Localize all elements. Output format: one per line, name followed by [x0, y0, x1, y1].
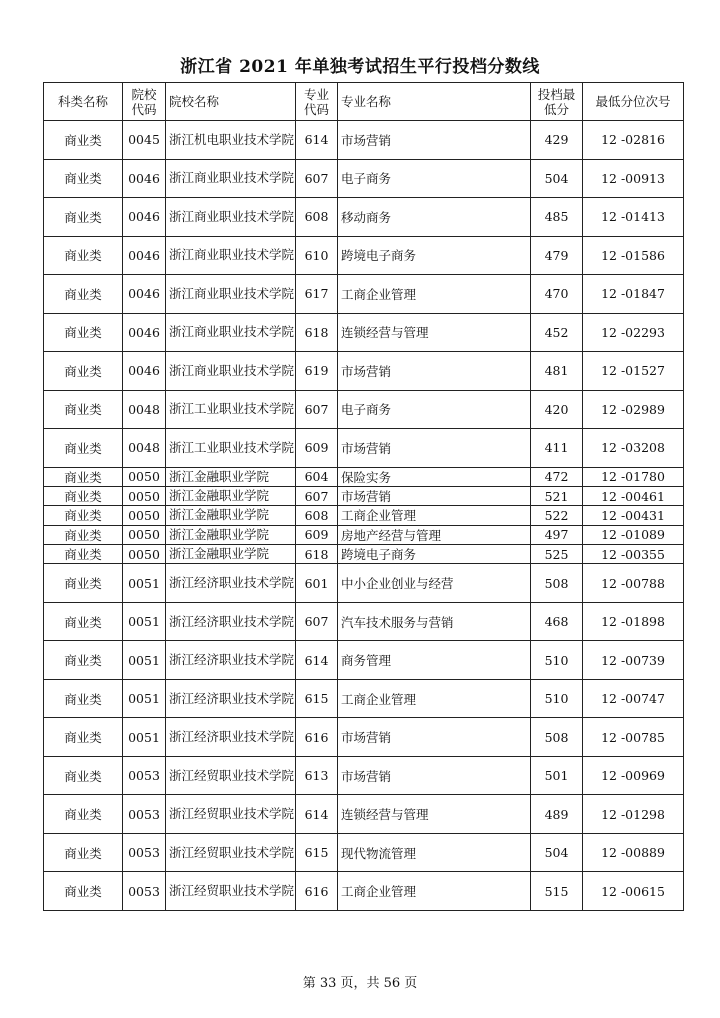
table-row [44, 833, 684, 872]
cell-school-name: 浙江经贸职业技术学院 [166, 833, 296, 872]
cell-major-code: 613 [296, 756, 338, 795]
table-row [44, 467, 684, 486]
cell-min-rank: 12 -00615 [583, 872, 684, 911]
cell-school-name: 浙江经济职业技术学院 [166, 602, 296, 641]
header-school-name: 院校名称 [166, 83, 296, 121]
cell-min-score: 481 [531, 352, 583, 391]
cell-major-code: 616 [296, 718, 338, 757]
cell-min-score: 525 [531, 545, 583, 564]
cell-school-code: 0051 [123, 602, 166, 641]
cell-school-name: 浙江经济职业技术学院 [166, 641, 296, 680]
cell-major-name: 移动商务 [338, 198, 531, 237]
cell-min-rank: 12 -02293 [583, 313, 684, 352]
cell-school-code: 0053 [123, 756, 166, 795]
cell-major-code: 614 [296, 795, 338, 834]
table-row [44, 679, 684, 718]
cell-min-rank: 12 -00747 [583, 679, 684, 718]
table-row [44, 545, 684, 564]
cell-category: 商业类 [44, 602, 123, 641]
cell-min-rank: 12 -00461 [583, 486, 684, 505]
table-row [44, 718, 684, 757]
cell-school-name: 浙江经贸职业技术学院 [166, 756, 296, 795]
cell-major-name: 中小企业创业与经营 [338, 564, 531, 603]
cell-min-rank: 12 -02816 [583, 121, 684, 160]
table-row [44, 525, 684, 544]
cell-min-score: 508 [531, 718, 583, 757]
cell-min-score: 468 [531, 602, 583, 641]
table-row [44, 198, 684, 237]
cell-school-name: 浙江商业职业技术学院 [166, 313, 296, 352]
cell-school-code: 0053 [123, 872, 166, 911]
table-row [44, 641, 684, 680]
cell-major-name: 工商企业管理 [338, 275, 531, 314]
cell-min-score: 485 [531, 198, 583, 237]
cell-category: 商业类 [44, 121, 123, 160]
table-row [44, 275, 684, 314]
cell-school-code: 0050 [123, 467, 166, 486]
header-min-rank: 最低分位次号 [583, 83, 684, 121]
cell-major-name: 保险实务 [338, 467, 531, 486]
header-major-code: 专业代码 [296, 83, 338, 121]
page-title: 浙江省 2021 年单独考试招生平行投档分数线 [180, 57, 540, 77]
cell-school-code: 0050 [123, 486, 166, 505]
cell-school-code: 0053 [123, 795, 166, 834]
table-row [44, 429, 684, 468]
cell-min-score: 452 [531, 313, 583, 352]
cell-major-code: 610 [296, 236, 338, 275]
cell-school-code: 0048 [123, 390, 166, 429]
cell-min-score: 470 [531, 275, 583, 314]
cell-major-name: 市场营销 [338, 756, 531, 795]
cell-min-score: 521 [531, 486, 583, 505]
cell-min-score: 497 [531, 525, 583, 544]
cell-school-code: 0051 [123, 564, 166, 603]
cell-min-rank: 12 -00889 [583, 833, 684, 872]
cell-major-name: 商务管理 [338, 641, 531, 680]
table-row [44, 486, 684, 505]
cell-school-code: 0048 [123, 429, 166, 468]
cell-major-name: 市场营销 [338, 718, 531, 757]
cell-major-name: 汽车技术服务与营销 [338, 602, 531, 641]
cell-major-name: 工商企业管理 [338, 506, 531, 525]
cell-major-code: 616 [296, 872, 338, 911]
cell-school-code: 0046 [123, 236, 166, 275]
cell-major-code: 619 [296, 352, 338, 391]
cell-school-name: 浙江金融职业学院 [166, 545, 296, 564]
cell-min-score: 501 [531, 756, 583, 795]
cell-major-code: 607 [296, 602, 338, 641]
table-row [44, 872, 684, 911]
cell-min-rank: 12 -03208 [583, 429, 684, 468]
cell-category: 商业类 [44, 872, 123, 911]
cell-school-code: 0046 [123, 198, 166, 237]
cell-min-rank: 12 -01298 [583, 795, 684, 834]
cell-min-score: 515 [531, 872, 583, 911]
cell-category: 商业类 [44, 198, 123, 237]
cell-category: 商业类 [44, 275, 123, 314]
cell-major-code: 608 [296, 506, 338, 525]
table-row [44, 121, 684, 160]
cell-category: 商业类 [44, 525, 123, 544]
cell-school-code: 0046 [123, 159, 166, 198]
table-body [44, 121, 684, 911]
cell-min-rank: 12 -02989 [583, 390, 684, 429]
cell-major-code: 614 [296, 641, 338, 680]
header-category: 科类名称 [44, 83, 123, 121]
cell-school-code: 0051 [123, 679, 166, 718]
cell-school-name: 浙江经济职业技术学院 [166, 564, 296, 603]
table-row [44, 236, 684, 275]
cell-major-name: 跨境电子商务 [338, 236, 531, 275]
cell-major-name: 市场营销 [338, 352, 531, 391]
cell-min-score: 508 [531, 564, 583, 603]
cell-min-rank: 12 -00788 [583, 564, 684, 603]
cell-school-code: 0046 [123, 275, 166, 314]
header-major-name: 专业名称 [338, 83, 531, 121]
cell-min-rank: 12 -01847 [583, 275, 684, 314]
cell-major-code: 607 [296, 486, 338, 505]
cell-category: 商业类 [44, 833, 123, 872]
cell-major-code: 615 [296, 833, 338, 872]
cell-major-name: 跨境电子商务 [338, 545, 531, 564]
table-row [44, 313, 684, 352]
cell-min-rank: 12 -01898 [583, 602, 684, 641]
cell-school-code: 0046 [123, 313, 166, 352]
header-school-code: 院校代码 [123, 83, 166, 121]
cell-school-code: 0053 [123, 833, 166, 872]
cell-school-name: 浙江金融职业学院 [166, 506, 296, 525]
cell-category: 商业类 [44, 718, 123, 757]
cell-school-name: 浙江商业职业技术学院 [166, 159, 296, 198]
cell-major-code: 618 [296, 313, 338, 352]
cell-major-name: 工商企业管理 [338, 679, 531, 718]
cell-major-code: 615 [296, 679, 338, 718]
cell-category: 商业类 [44, 390, 123, 429]
cell-major-name: 电子商务 [338, 390, 531, 429]
table-row [44, 159, 684, 198]
cell-school-code: 0051 [123, 641, 166, 680]
cell-min-score: 472 [531, 467, 583, 486]
cell-school-code: 0045 [123, 121, 166, 160]
cell-min-score: 510 [531, 641, 583, 680]
cell-school-name: 浙江机电职业技术学院 [166, 121, 296, 160]
cell-min-rank: 12 -01586 [583, 236, 684, 275]
table-row [44, 506, 684, 525]
table-row [44, 352, 684, 391]
cell-major-code: 608 [296, 198, 338, 237]
cell-min-score: 489 [531, 795, 583, 834]
cell-min-rank: 12 -00431 [583, 506, 684, 525]
cell-major-name: 现代物流管理 [338, 833, 531, 872]
cell-min-score: 411 [531, 429, 583, 468]
cell-major-code: 609 [296, 429, 338, 468]
score-table [43, 82, 684, 911]
cell-school-code: 0050 [123, 506, 166, 525]
table-row [44, 795, 684, 834]
cell-category: 商业类 [44, 429, 123, 468]
cell-major-name: 电子商务 [338, 159, 531, 198]
cell-min-rank: 12 -00969 [583, 756, 684, 795]
cell-school-name: 浙江经济职业技术学院 [166, 718, 296, 757]
cell-min-rank: 12 -00785 [583, 718, 684, 757]
cell-min-rank: 12 -00913 [583, 159, 684, 198]
cell-major-code: 607 [296, 159, 338, 198]
page-footer: 第 33 页，共 56 页 [302, 976, 418, 991]
cell-major-code: 607 [296, 390, 338, 429]
cell-min-score: 479 [531, 236, 583, 275]
cell-min-score: 420 [531, 390, 583, 429]
cell-major-code: 604 [296, 467, 338, 486]
cell-school-name: 浙江经贸职业技术学院 [166, 872, 296, 911]
cell-school-name: 浙江工业职业技术学院 [166, 429, 296, 468]
cell-category: 商业类 [44, 486, 123, 505]
cell-category: 商业类 [44, 467, 123, 486]
cell-school-name: 浙江商业职业技术学院 [166, 352, 296, 391]
cell-category: 商业类 [44, 236, 123, 275]
cell-category: 商业类 [44, 313, 123, 352]
cell-major-code: 614 [296, 121, 338, 160]
table-row [44, 564, 684, 603]
cell-school-name: 浙江工业职业技术学院 [166, 390, 296, 429]
table-row [44, 602, 684, 641]
cell-school-code: 0051 [123, 718, 166, 757]
cell-school-code: 0046 [123, 352, 166, 391]
cell-min-rank: 12 -00355 [583, 545, 684, 564]
cell-school-name: 浙江金融职业学院 [166, 467, 296, 486]
cell-school-code: 0050 [123, 545, 166, 564]
cell-major-name: 市场营销 [338, 121, 531, 160]
cell-min-rank: 12 -01089 [583, 525, 684, 544]
cell-category: 商业类 [44, 641, 123, 680]
cell-school-code: 0050 [123, 525, 166, 544]
cell-min-score: 510 [531, 679, 583, 718]
cell-category: 商业类 [44, 795, 123, 834]
cell-major-code: 601 [296, 564, 338, 603]
cell-category: 商业类 [44, 352, 123, 391]
table-row [44, 756, 684, 795]
cell-min-rank: 12 -01527 [583, 352, 684, 391]
cell-school-name: 浙江金融职业学院 [166, 525, 296, 544]
header-row [44, 83, 684, 121]
cell-major-name: 连锁经营与管理 [338, 313, 531, 352]
cell-category: 商业类 [44, 756, 123, 795]
cell-school-name: 浙江商业职业技术学院 [166, 275, 296, 314]
cell-school-name: 浙江经济职业技术学院 [166, 679, 296, 718]
cell-school-name: 浙江金融职业学院 [166, 486, 296, 505]
cell-major-code: 609 [296, 525, 338, 544]
cell-school-name: 浙江商业职业技术学院 [166, 198, 296, 237]
table-row [44, 390, 684, 429]
cell-category: 商业类 [44, 545, 123, 564]
cell-min-score: 504 [531, 159, 583, 198]
cell-major-name: 连锁经营与管理 [338, 795, 531, 834]
cell-min-score: 504 [531, 833, 583, 872]
cell-category: 商业类 [44, 679, 123, 718]
cell-school-name: 浙江经贸职业技术学院 [166, 795, 296, 834]
cell-category: 商业类 [44, 506, 123, 525]
cell-min-rank: 12 -01780 [583, 467, 684, 486]
cell-major-name: 市场营销 [338, 429, 531, 468]
cell-major-name: 市场营销 [338, 486, 531, 505]
cell-category: 商业类 [44, 159, 123, 198]
cell-min-rank: 12 -01413 [583, 198, 684, 237]
cell-min-score: 522 [531, 506, 583, 525]
cell-min-score: 429 [531, 121, 583, 160]
cell-school-name: 浙江商业职业技术学院 [166, 236, 296, 275]
cell-major-name: 房地产经营与管理 [338, 525, 531, 544]
cell-major-code: 617 [296, 275, 338, 314]
cell-major-name: 工商企业管理 [338, 872, 531, 911]
cell-min-rank: 12 -00739 [583, 641, 684, 680]
header-min-score: 投档最低分 [531, 83, 583, 121]
cell-category: 商业类 [44, 564, 123, 603]
cell-major-code: 618 [296, 545, 338, 564]
